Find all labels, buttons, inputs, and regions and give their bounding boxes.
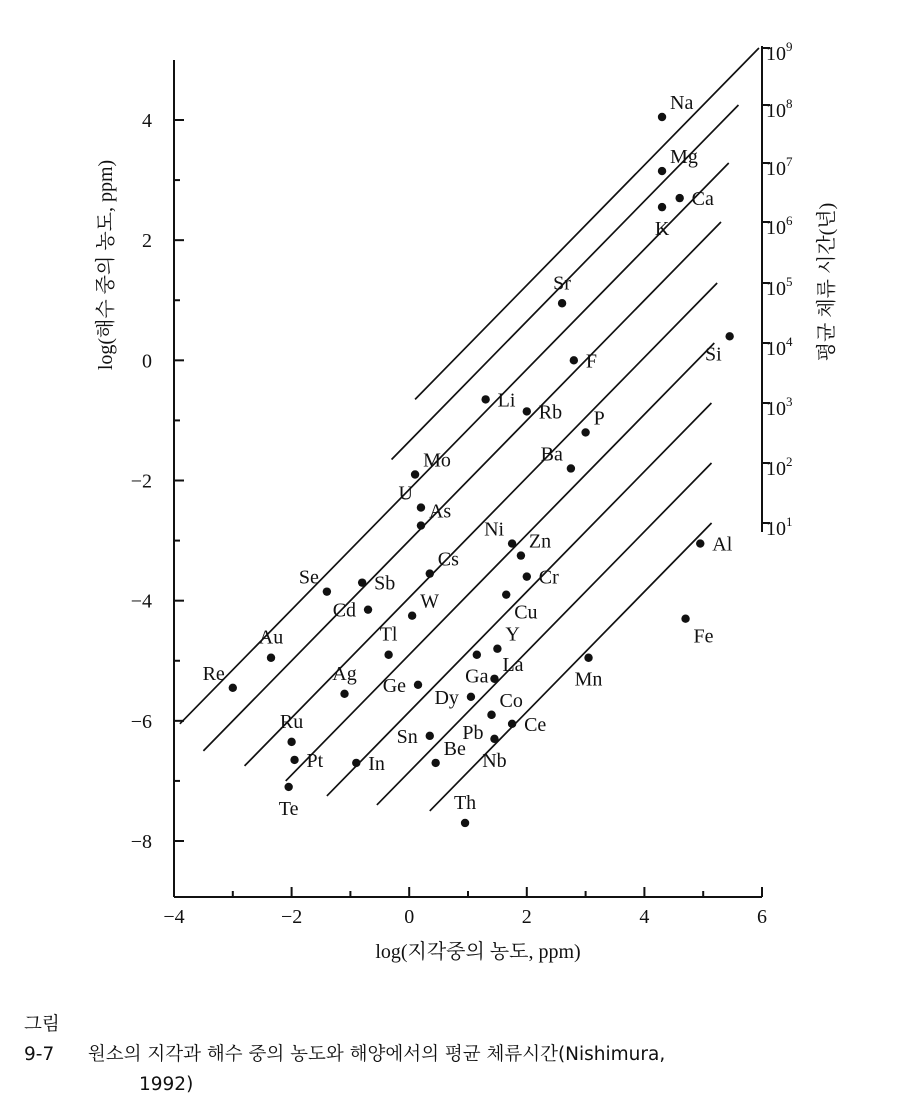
x-tick-label: −2 xyxy=(280,906,303,928)
data-point xyxy=(493,645,501,653)
y2-tick-label: $10^2$ xyxy=(766,454,793,480)
y2-tick-label: $10^5$ xyxy=(766,274,793,300)
data-point xyxy=(517,551,525,559)
data-point xyxy=(581,428,589,436)
point-label: Cs xyxy=(437,548,459,571)
point-label: Sn xyxy=(396,725,418,748)
x-tick-label: 0 xyxy=(404,906,415,928)
y-tick-label: 0 xyxy=(142,350,152,373)
point-label: Ca xyxy=(691,188,714,211)
y-tick-label: 4 xyxy=(142,110,152,132)
data-point xyxy=(523,407,531,415)
data-point xyxy=(408,611,416,619)
data-point xyxy=(558,299,566,307)
point-label: Rb xyxy=(538,401,563,424)
y-tick-label: −8 xyxy=(130,831,152,853)
data-point xyxy=(384,651,392,659)
data-point xyxy=(490,735,498,743)
x-axis-label: log(지각중의 농도, ppm) xyxy=(375,941,581,963)
data-point xyxy=(229,684,237,692)
data-point xyxy=(696,539,704,547)
data-points xyxy=(203,92,734,827)
data-point xyxy=(414,681,422,689)
point-label: Au xyxy=(258,626,284,649)
data-point xyxy=(523,572,531,580)
point-label: Mg xyxy=(670,146,698,169)
point-label: Th xyxy=(453,791,477,814)
point-label: Ga xyxy=(465,665,489,688)
y-tick-label: −6 xyxy=(130,710,152,733)
data-point xyxy=(352,759,360,767)
data-point xyxy=(364,605,372,613)
x-tick-label: −4 xyxy=(163,906,185,928)
data-point xyxy=(681,614,689,622)
figure-caption xyxy=(24,1010,914,1100)
y2-tick-label: $10^3$ xyxy=(766,394,793,420)
point-label: Be xyxy=(443,737,466,760)
y2-tick-label: $10^9$ xyxy=(766,39,793,65)
point-label: Pt xyxy=(306,749,324,772)
data-point xyxy=(267,654,275,662)
point-label: P xyxy=(593,407,605,430)
point-label: Cd xyxy=(332,599,357,622)
residence-line xyxy=(377,463,712,805)
point-label: Sr xyxy=(553,272,571,295)
data-point xyxy=(725,332,733,340)
point-label: Ag xyxy=(332,662,357,685)
data-point xyxy=(290,756,298,764)
data-point xyxy=(431,759,439,767)
x-tick-label: 2 xyxy=(521,906,532,928)
data-point xyxy=(502,590,510,598)
x-tick-label: 4 xyxy=(639,906,650,928)
point-label: F xyxy=(585,350,597,373)
point-label: La xyxy=(502,653,524,676)
point-label: Y xyxy=(505,623,520,646)
y2-tick-label: $10^1$ xyxy=(766,514,793,540)
data-point xyxy=(426,732,434,740)
data-point xyxy=(411,470,419,478)
caption-text-line2: 1992) xyxy=(139,1074,194,1095)
point-label: K xyxy=(654,218,670,241)
y2-tick-label: $10^8$ xyxy=(766,96,793,122)
data-point xyxy=(658,203,666,211)
point-label: Mo xyxy=(423,449,451,472)
point-label: Dy xyxy=(434,686,459,709)
y2-tick-label: $10^7$ xyxy=(766,154,793,180)
data-point xyxy=(473,651,481,659)
axes xyxy=(174,46,762,897)
data-point xyxy=(487,711,495,719)
y2-axis-label: 평균 체류 시간(년) xyxy=(816,202,838,362)
point-label: Nb xyxy=(482,749,507,772)
y-tick-label: −4 xyxy=(130,590,152,613)
data-point xyxy=(417,521,425,529)
data-point xyxy=(658,167,666,175)
y-axis-label: log(해수 중의 농도, ppm) xyxy=(95,159,117,371)
caption-number: 그림 9-7 xyxy=(24,1014,60,1065)
data-point xyxy=(287,738,295,746)
data-point xyxy=(584,654,592,662)
point-label: Na xyxy=(670,91,694,114)
point-label: Cu xyxy=(514,601,538,624)
point-label: Cr xyxy=(538,566,559,589)
point-label: Al xyxy=(712,533,733,556)
point-label: In xyxy=(368,752,385,775)
point-label: Mn xyxy=(574,668,603,691)
point-label: Te xyxy=(278,797,299,820)
point-label: Si xyxy=(704,343,722,366)
data-point xyxy=(490,675,498,683)
point-label: Ni xyxy=(484,518,505,541)
residence-line xyxy=(203,222,721,751)
point-label: Tl xyxy=(379,623,398,646)
data-point xyxy=(358,578,366,586)
point-label: Se xyxy=(298,566,319,589)
y-tick-label: 2 xyxy=(142,230,152,253)
data-point xyxy=(467,693,475,701)
x-tick-label: 6 xyxy=(757,906,767,928)
point-label: Li xyxy=(497,389,516,412)
point-label: Ba xyxy=(540,443,563,466)
y2-tick-label: $10^6$ xyxy=(766,213,793,239)
data-point xyxy=(675,194,683,202)
point-label: Fe xyxy=(693,625,714,648)
point-label: U xyxy=(398,482,413,505)
data-point xyxy=(567,464,575,472)
residence-line xyxy=(245,283,718,766)
data-point xyxy=(426,569,434,577)
data-point xyxy=(417,503,425,511)
point-label: Ce xyxy=(524,713,547,736)
data-point xyxy=(658,113,666,121)
point-label: Pb xyxy=(462,721,484,744)
point-label: Re xyxy=(202,662,225,685)
point-label: As xyxy=(428,500,452,523)
y-tick-label: −2 xyxy=(130,470,152,493)
data-point xyxy=(461,819,469,827)
data-point xyxy=(508,720,516,728)
y2-tick-label: $10^4$ xyxy=(766,334,793,360)
data-point xyxy=(323,587,331,595)
point-label: Ge xyxy=(382,674,407,697)
point-label: Co xyxy=(499,689,523,712)
point-label: Sb xyxy=(374,572,396,595)
point-label: W xyxy=(420,590,440,613)
caption-text: 원소의 지각과 해수 중의 농도와 해양에서의 평균 체류시간(Nishimura, xyxy=(87,1044,666,1065)
data-point xyxy=(340,690,348,698)
residence-line xyxy=(327,403,712,796)
data-point xyxy=(481,395,489,403)
point-label: Zn xyxy=(528,530,552,553)
data-point xyxy=(508,539,516,547)
data-point xyxy=(284,783,292,791)
data-point xyxy=(570,356,578,364)
point-label: Ru xyxy=(279,710,304,733)
